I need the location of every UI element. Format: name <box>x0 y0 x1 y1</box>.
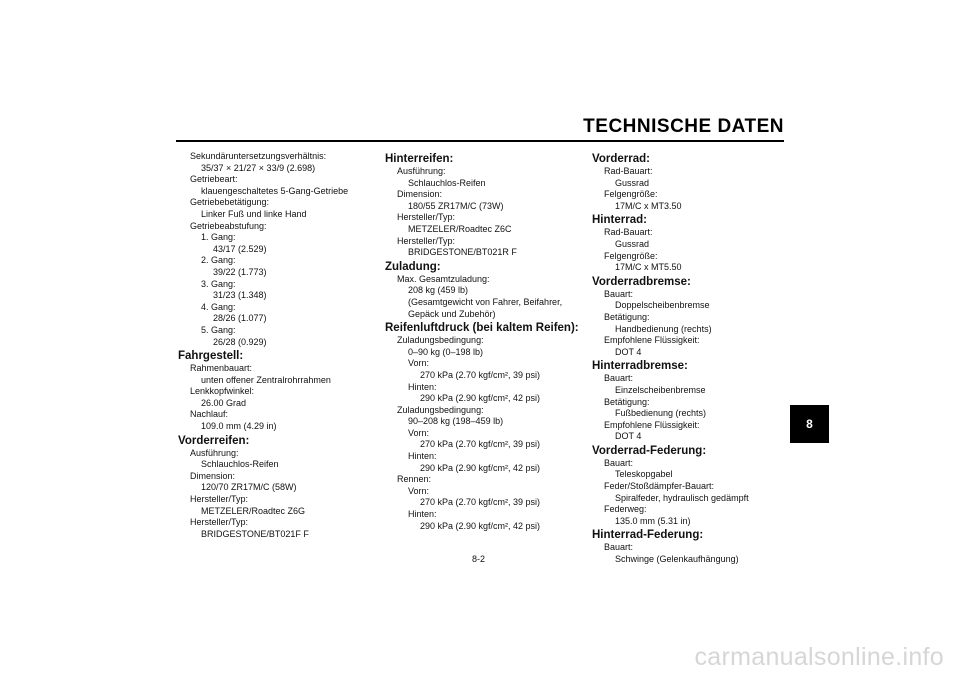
spec-column-3 <box>592 151 782 566</box>
spec-value: 35/37 × 21/27 × 33/9 (2.698) <box>201 162 316 173</box>
spec-value: 270 kPa (2.70 kgf/cm², 39 psi) <box>420 369 541 380</box>
spec-label: Betätigung: <box>604 311 650 322</box>
spec-value: DOT 4 <box>615 346 642 357</box>
spec-value: 270 kPa (2.70 kgf/cm², 39 psi) <box>420 497 541 508</box>
spec-value: klauengeschaltetes 5-Gang-Getriebe <box>201 185 349 196</box>
spec-label: Max. Gesamtzuladung: <box>397 273 490 284</box>
spec-label: Lenkkopfwinkel: <box>190 386 255 397</box>
spec-label: Betätigung: <box>604 396 650 407</box>
spec-value: Vorn: <box>408 485 430 496</box>
spec-label: Empfohlene Flüssigkeit: <box>604 419 700 430</box>
spec-value: 109.0 mm (4.29 in) <box>201 421 277 432</box>
spec-label: Hersteller/Typ: <box>397 212 456 223</box>
spec-label: Bauart: <box>604 288 634 299</box>
chapter-tab: 8 <box>790 405 829 443</box>
section-heading: Reifenluftdruck (bei kaltem Reifen): <box>385 322 579 335</box>
spec-value: 4. Gang: <box>201 301 236 312</box>
spec-value: Hinten: <box>408 451 437 462</box>
spec-label: Bauart: <box>604 542 634 553</box>
spec-label: Federweg: <box>604 504 647 515</box>
spec-value: 39/22 (1.773) <box>213 266 267 277</box>
spec-label: Ausführung: <box>190 447 239 458</box>
spec-label: Rahmenbauart: <box>190 363 253 374</box>
spec-label: Getriebeart: <box>190 174 238 185</box>
spec-value: Fußbedienung (rechts) <box>615 408 707 419</box>
spec-value: Doppelscheibenbremse <box>615 300 710 311</box>
spec-label: Rad-Bauart: <box>604 227 653 238</box>
spec-label: Bauart: <box>604 373 634 384</box>
spec-value: 26.00 Grad <box>201 397 247 408</box>
spec-label: Feder/Stoßdämpfer-Bauart: <box>604 481 715 492</box>
section-heading: Hinterrad-Federung: <box>592 529 704 542</box>
spec-value: 1. Gang: <box>201 232 236 243</box>
spec-value: 3. Gang: <box>201 278 236 289</box>
spec-value: 43/17 (2.529) <box>213 243 267 254</box>
spec-label: Dimension: <box>190 470 236 481</box>
spec-value: (Gesamtgewicht von Fahrer, Beifahrer, <box>408 296 563 307</box>
page-title: TECHNISCHE DATEN <box>583 116 784 137</box>
spec-value: Handbedienung (rechts) <box>615 323 712 334</box>
spec-label: Empfohlene Flüssigkeit: <box>604 335 700 346</box>
spec-value: unten offener Zentralrohrrahmen <box>201 374 331 385</box>
spec-label: Felgengröße: <box>604 189 658 200</box>
spec-value: 270 kPa (2.70 kgf/cm², 39 psi) <box>420 439 541 450</box>
spec-label: Rennen: <box>397 474 432 485</box>
spec-column-1 <box>178 151 378 540</box>
spec-value: 180/55 ZR17M/C (73W) <box>408 200 504 211</box>
spec-value: 290 kPa (2.90 kgf/cm², 42 psi) <box>420 462 541 473</box>
spec-value: Teleskopgabel <box>615 469 673 480</box>
spec-value: METZELER/Roadtec Z6G <box>201 505 306 516</box>
spec-label: Rad-Bauart: <box>604 166 653 176</box>
spec-value: Schlauchlos-Reifen <box>201 459 279 470</box>
spec-value: 17M/C x MT3.50 <box>615 200 682 211</box>
page-number: 8-2 <box>472 554 486 564</box>
spec-value: Linker Fuß und linke Hand <box>201 208 307 219</box>
spec-label: Nachlauf: <box>190 409 229 420</box>
section-heading: Vorderreifen: <box>178 434 250 447</box>
spec-value: Gepäck und Zubehör) <box>408 308 496 319</box>
spec-value: 28/26 (1.077) <box>213 313 267 324</box>
spec-label: Bauart: <box>604 457 634 468</box>
spec-label: Getriebeabstufung: <box>190 220 267 231</box>
spec-label: Hersteller/Typ: <box>190 494 249 505</box>
spec-value: BRIDGESTONE/BT021R F <box>408 247 517 258</box>
spec-value: 31/23 (1.348) <box>213 290 267 301</box>
section-heading: Hinterreifen: <box>385 153 454 165</box>
section-heading: Hinterrad: <box>592 214 647 227</box>
spec-value: 208 kg (459 lb) <box>408 285 469 296</box>
watermark-text: carmanualsonline.info <box>694 643 944 671</box>
section-heading: Vorderrad-Federung: <box>592 444 707 457</box>
header-rule <box>176 140 784 142</box>
section-heading: Zuladung: <box>385 260 441 273</box>
spec-value: DOT 4 <box>615 431 642 442</box>
spec-value: Schlauchlos-Reifen <box>408 177 486 188</box>
spec-value: Vorn: <box>408 358 430 369</box>
spec-value: 90–208 kg (198–459 lb) <box>408 416 504 427</box>
spec-value: Spiralfeder, hydraulisch gedämpft <box>615 492 749 503</box>
spec-value: METZELER/Roadtec Z6C <box>408 223 512 234</box>
spec-value: 17M/C x MT5.50 <box>615 262 682 273</box>
spec-value: 26/28 (0.929) <box>213 336 267 347</box>
section-heading: Hinterradbremse: <box>592 360 688 373</box>
spec-value: 0–90 kg (0–198 lb) <box>408 346 484 357</box>
spec-value: BRIDGESTONE/BT021F F <box>201 528 309 539</box>
spec-value: 5. Gang: <box>201 324 236 335</box>
spec-label: Zuladungsbedingung: <box>397 404 484 415</box>
spec-value: 290 kPa (2.90 kgf/cm², 42 psi) <box>420 520 541 531</box>
spec-value: 290 kPa (2.90 kgf/cm², 42 psi) <box>420 393 541 404</box>
spec-label: Getriebebetätigung: <box>190 197 270 208</box>
spec-label: Zuladungsbedingung: <box>397 335 484 346</box>
spec-label: Felgengröße: <box>604 250 658 261</box>
spec-value: Hinten: <box>408 381 437 392</box>
spec-value: Schwinge (Gelenkaufhängung) <box>615 554 739 565</box>
spec-value: 120/70 ZR17M/C (58W) <box>201 482 297 493</box>
spec-value: Gussrad <box>615 177 650 188</box>
spec-value: 2. Gang: <box>201 255 236 266</box>
spec-value: Vorn: <box>408 427 430 438</box>
spec-label: Hersteller/Typ: <box>190 517 249 528</box>
spec-column-2 <box>385 151 590 532</box>
section-heading: Vorderradbremse: <box>592 275 691 288</box>
spec-label: Hersteller/Typ: <box>397 235 456 246</box>
spec-label: Dimension: <box>397 189 443 200</box>
spec-label: Sekundäruntersetzungsverhältnis: <box>190 151 327 161</box>
spec-value: Hinten: <box>408 509 437 520</box>
section-heading: Vorderrad: <box>592 153 650 165</box>
spec-value: Gussrad <box>615 238 650 249</box>
spec-value: Einzelscheibenbremse <box>615 384 706 395</box>
section-heading: Fahrgestell: <box>178 350 244 363</box>
spec-label: Ausführung: <box>397 166 446 176</box>
spec-value: 135.0 mm (5.31 in) <box>615 515 691 526</box>
